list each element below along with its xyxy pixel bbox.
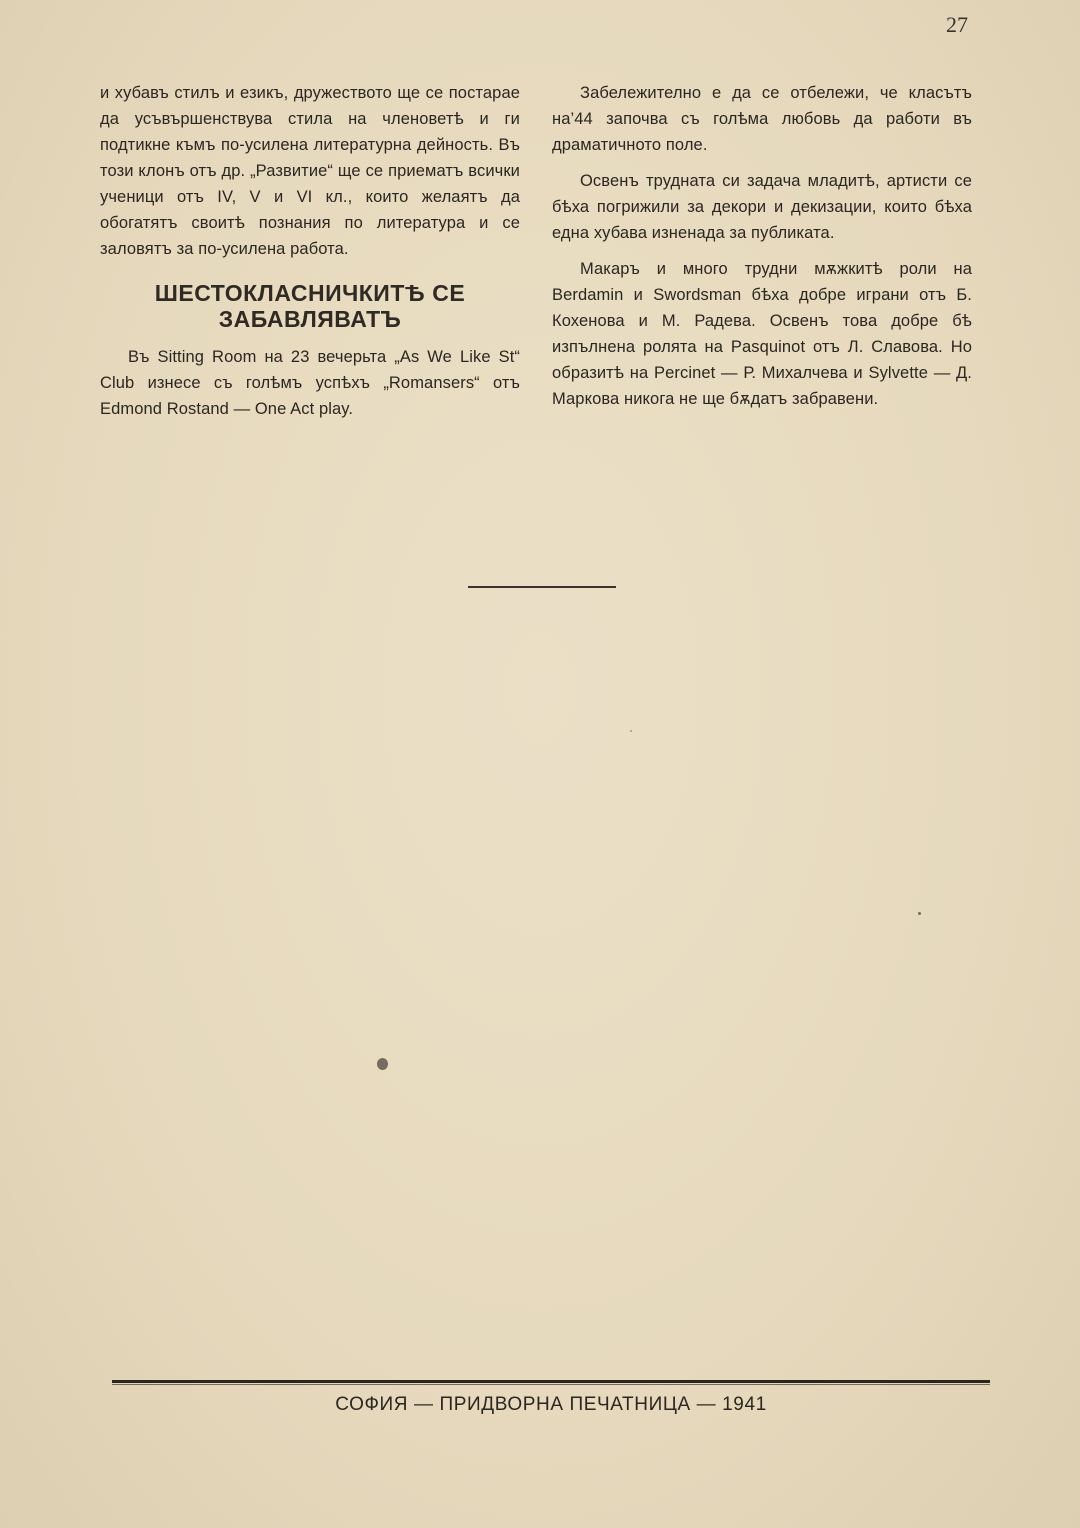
footer-rule-thin [112,1384,990,1385]
paper-speck [377,1058,388,1070]
right-column [552,80,972,422]
section-heading: ШЕСТОКЛАСНИЧКИТѢ СЕ ЗАБАВЛЯВАТЪ [154,280,466,332]
page-number: 27 [946,12,968,37]
right-paragraph-3: Макаръ и много трудни мѫжкитѣ роли на Berdamin и Swordsman бѣха добре играни отъ Б. Кохенова и М. Радева. Освенъ това добре бѣ изпълнена ролята на Pasquinot отъ Л. Славова. Но образитѣ на Percinet — Р. Михалчева и Sylvette — Д. Маркова никога не ще бѫдатъ забравени. [552,260,972,408]
footer-rule [112,1380,990,1383]
section-separator-rule [468,586,616,588]
footer-imprint: СОФИЯ — ПРИДВОРНА ПЕЧАТНИЦА — 1941 [335,1394,767,1415]
left-paragraph-1: и хубавъ стилъ и езикъ, дружеството ще се постарае да усъвършенствува стила на членоветѣ и ги подтикне къмъ по-усилена литературна дейность. Въ този клонъ отъ др. „Развитие“ ще се приематъ всички ученици отъ IV, V и VI кл., които желаятъ да обогатятъ своитѣ познания по литература и се заловятъ за по-усилена работа. [100,84,520,258]
right-paragraph-1: Забележително е да се отбележи, че класътъ на’44 започва съ голѣма любовь да работи въ драматичното поле. [552,84,972,154]
paper-speck [918,912,921,915]
paper-speck [630,730,632,732]
right-paragraph-2: Освенъ трудната си задача младитѣ, артисти се бѣха погрижили за декори и декизации, които бѣха една хубава изненада за публиката. [552,172,972,242]
left-column [100,80,520,432]
left-paragraph-2: Въ Sitting Room на 23 вечерьта „As We Like St“ Club изнесе съ голѣмъ успѣхъ „Romansers“ отъ Edmond Rostand — One Act play. [100,348,520,418]
